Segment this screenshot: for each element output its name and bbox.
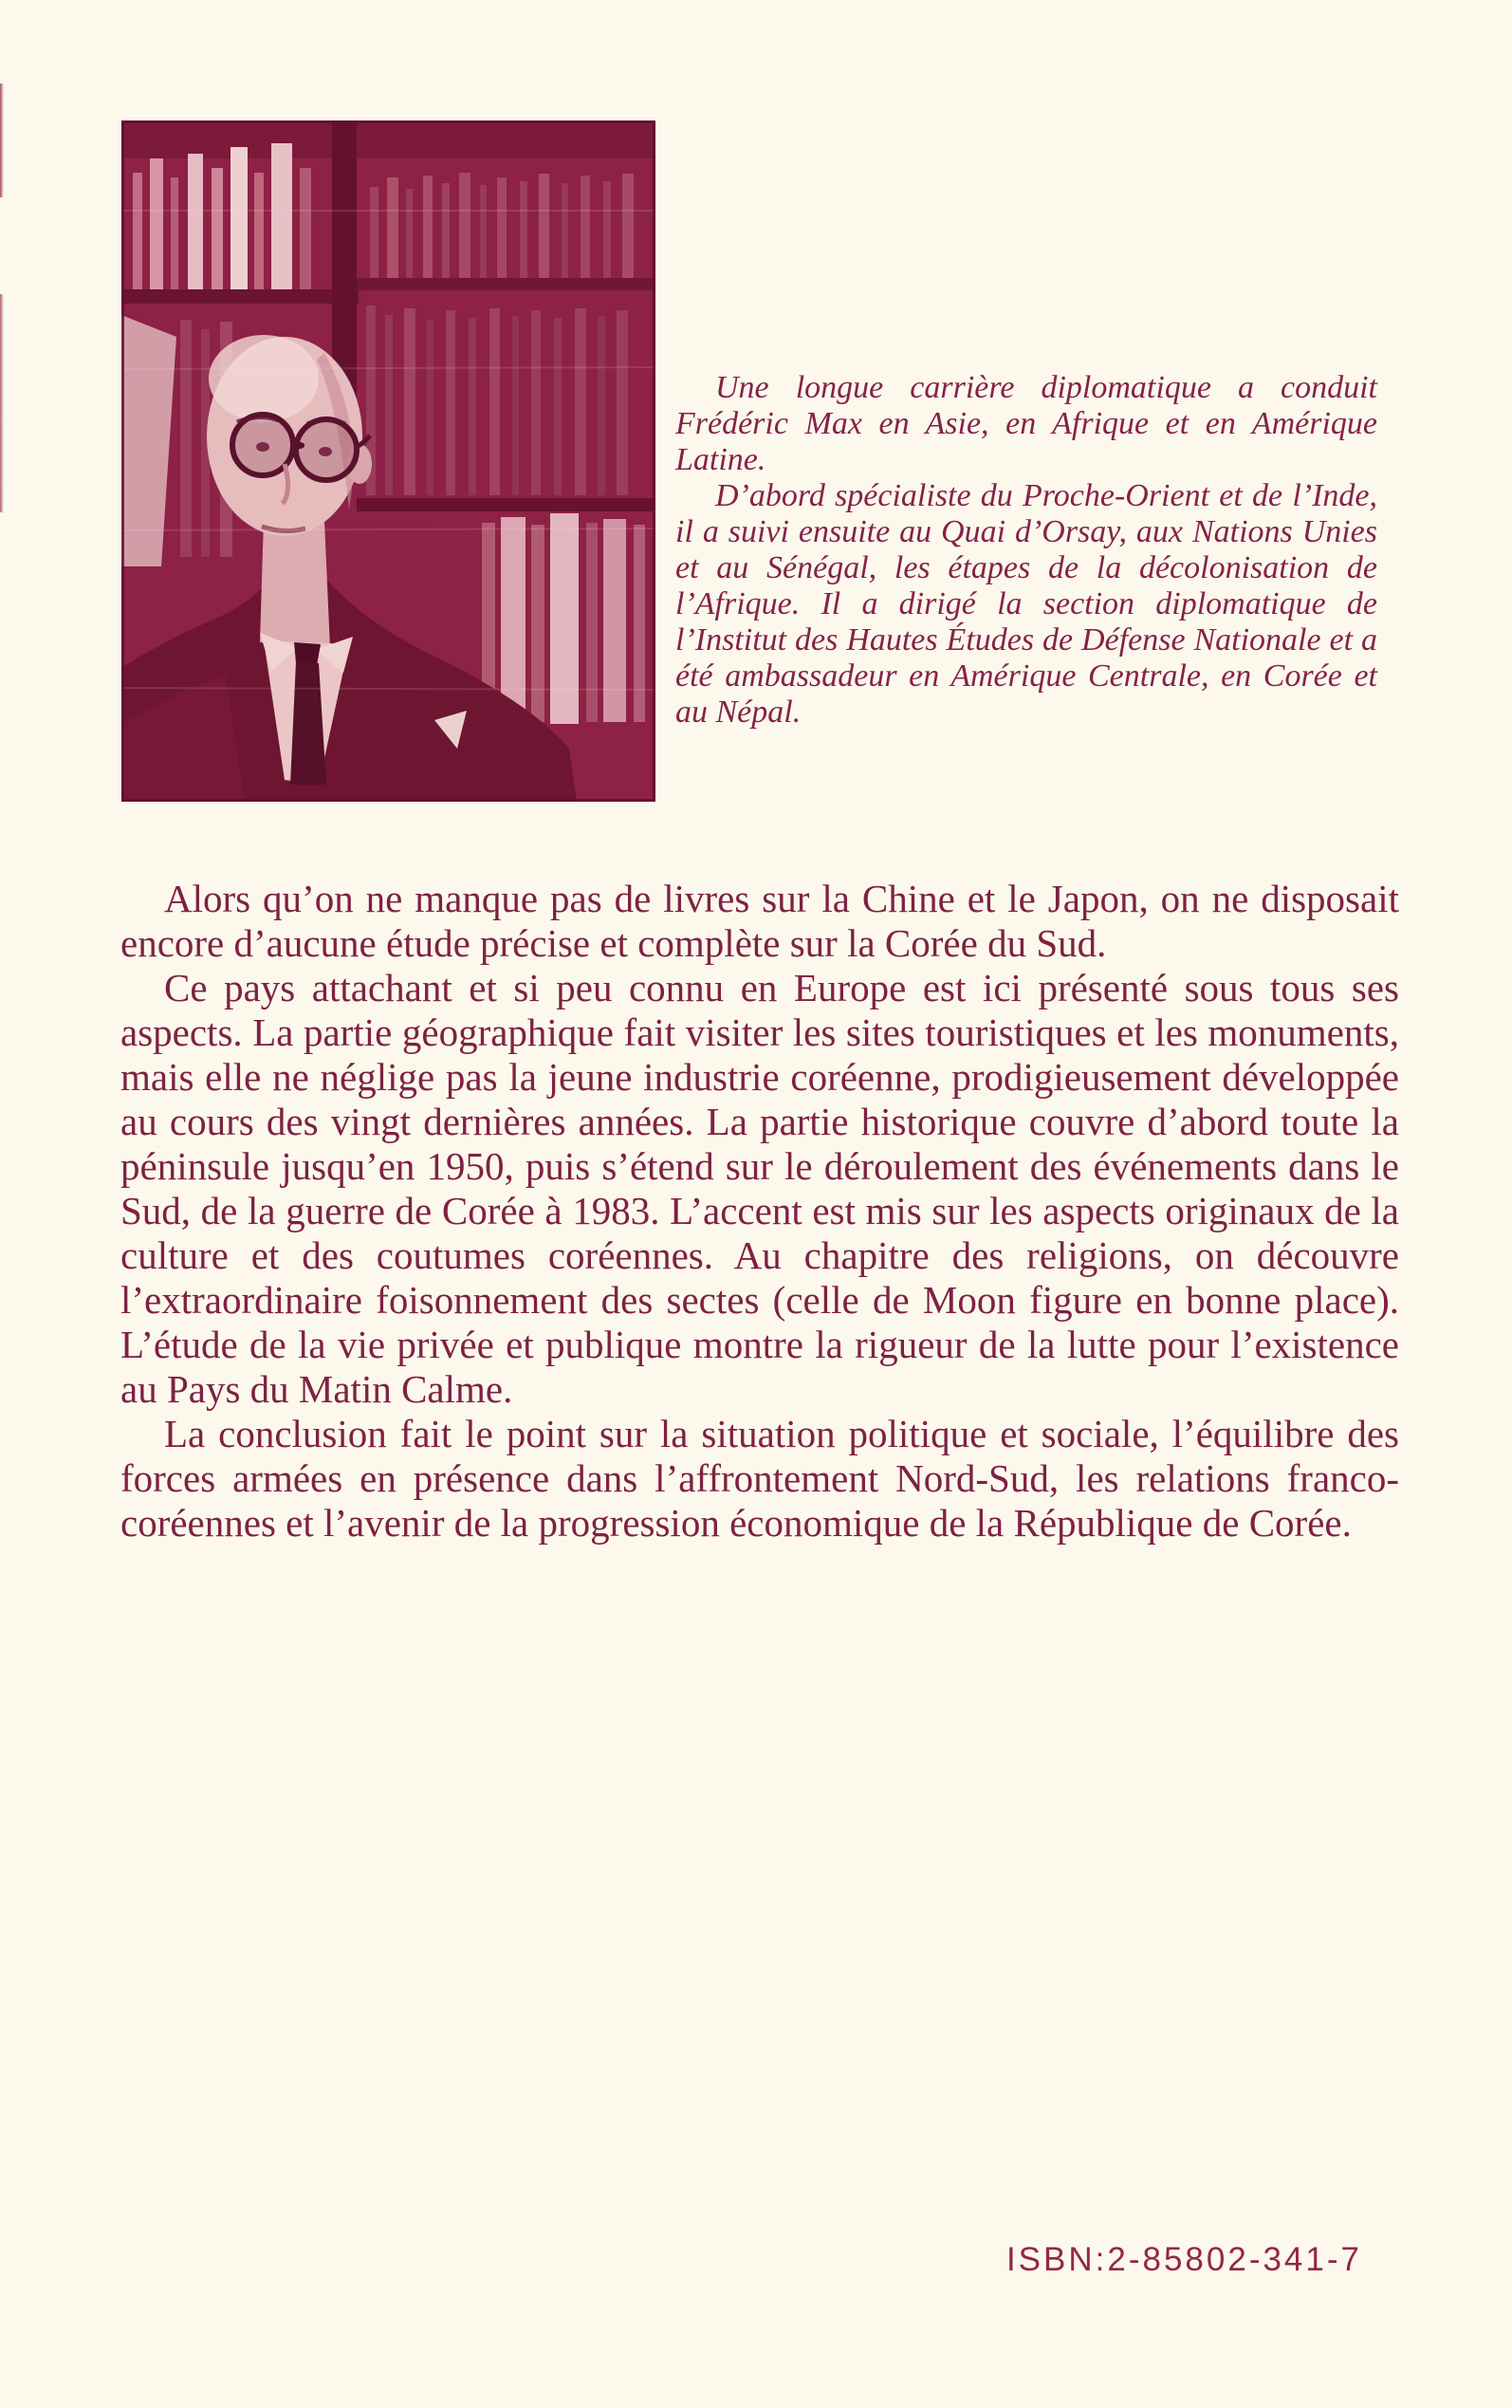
description-paragraph: Alors qu’on ne manque pas de livres sur la Chine et le Japon, on ne disposait encore d’aucune étude précise et complète sur la Corée du Sud.: [120, 877, 1399, 965]
shelf-board-right: [357, 278, 655, 290]
isbn-label: ISBN:2-85802-341-7: [1005, 2241, 1362, 2278]
neck: [260, 519, 330, 648]
scan-artifact: [0, 294, 4, 512]
eye-left: [256, 442, 269, 452]
eye-right: [319, 447, 332, 456]
description-paragraph: Ce pays attachant et si peu connu en Europe est ici présenté sous tous ses aspects. La partie géographique fait visiter les sites touristiques et les monuments, mais elle ne néglige pas la jeune industrie coréenne, prodigieusement développée au cours des vingt dernières années. La partie historique couvre d’abord toute la péninsule jusqu’en 1950, puis s’étend sur le déroulement des événements dans le Sud, de la guerre de Corée à 1983. L’accent est mis sur les aspects originaux de la culture et des coutumes coréennes. Au chapitre des religions, on découvre l’extraordinaire foisonnement des sectes (celle de Moon figure en bonne place). L’étude de la vie privée et publique montre la rigueur de la lutte pour l’existence au Pays du Matin Calme.: [120, 966, 1399, 1411]
head-highlight: [209, 335, 319, 422]
book-description: [120, 877, 1399, 1546]
bio-paragraph: D’abord spécialiste du Proche-Orient et de l’Inde, il a suivi ensuite au Quai d’Orsay, aux Nations Unies et au Sénégal, les étapes de la décolonisation de l’Afrique. Il a dirigé la section diplomatique de l’Institut des Hautes Études de Défense Nationale et a été ambassadeur en Amérique Centrale, en Corée et au Népal.: [675, 478, 1377, 730]
bio-paragraph: Une longue carrière diplomatique a conduit Frédéric Max en Asie, en Afrique et en Amérique Latine.: [675, 370, 1377, 477]
shelf-board-lower-right: [357, 498, 655, 511]
shelf-board-left: [121, 289, 359, 304]
scan-artifact: [0, 83, 4, 197]
author-bio: [675, 370, 1377, 731]
description-paragraph: La conclusion fait le point sur la situation politique et sociale, l’équilibre des forces armées en présence dans l’affrontement Nord-Sud, les relations franco-coréennes et l’avenir de la progression économique de la République de Corée.: [120, 1412, 1399, 1545]
author-portrait-photo: [121, 120, 655, 802]
bookshelf-lower-right: [482, 513, 645, 724]
